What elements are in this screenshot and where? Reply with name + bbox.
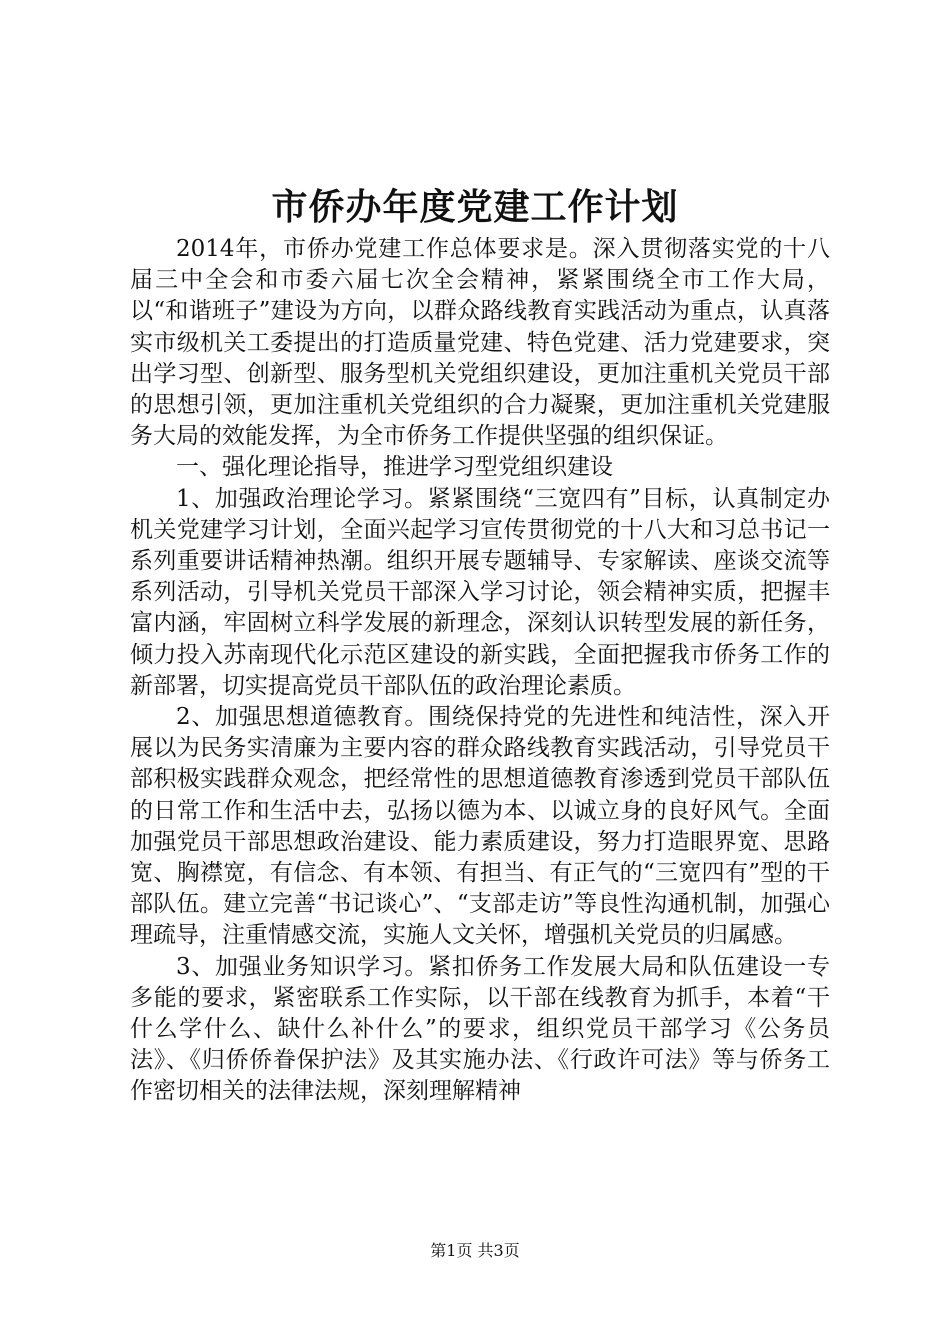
paragraph-item-3: 3、加强业务知识学习。紧扣侨务工作发展大局和队伍建设一专多能的要求，紧密联系工作实际，以干部在线教育为抓手，本着“干什么学什么、缺什么补什么”的要求，组织党员干部学习《公务员法》、《归侨侨眷保护法》及其实施办法、《行政许可法》等与侨务工作密切相关的法律法规，深刻理解精神 xyxy=(130,953,830,1105)
paragraph-item-1: 1、加强政治理论学习。紧紧围绕“三宽四有”目标，认真制定办机关党建学习计划，全面兴起学习宣传贯彻党的十八大和习总书记一系列重要讲话精神热潮。组织开展专题辅导、专家解读、座谈交流等系列活动，引导机关党员干部深入学习讨论，领会精神实质，把握丰富内涵，牢固树立科学发展的新理念，深刻认识转型发展的新任务，倾力投入苏南现代化示范区建设的新实践，全面把握我市侨务工作的新部署，切实提高党员干部队伍的政治理论素质。 xyxy=(130,485,830,699)
document-title: 市侨办年度党建工作计划 xyxy=(271,186,679,228)
paragraph-item-2: 2、加强思想道德教育。围绕保持党的先进性和纯洁性，深入开展以为民务实清廉为主要内容的群众路线教育实践活动，引导党员干部积极实践群众观念，把经常性的思想道德教育渗透到党员干部队伍的日常工作和生活中去，弘扬以德为本、以诚立身的良好风气。全面加强党员干部思想政治建设、能力素质建设，努力打造眼界宽、思路宽、胸襟宽，有信念、有本领、有担当、有正气的“三宽四有”型的干部队伍。建立完善“书记谈心”、“支部走访”等良性沟通机制，加强心理疏导，注重情感交流，实施人文关怀，增强机关党员的归属感。 xyxy=(130,704,830,949)
section-heading-1: 一、强化理论指导，推进学习型党组织建设 xyxy=(176,454,613,481)
page-footer: 第1页 共3页 xyxy=(430,1241,520,1260)
paragraph-intro: 2014年，市侨办党建工作总体要求是。深入贯彻落实党的十八届三中全会和市委六届七次全会精神，紧紧围绕全市工作大局，以“和谐班子”建设为方向，以群众路线教育实践活动为重点，认真落实市级机关工委提出的打造质量党建、特色党建、活力党建要求，突出学习型、创新型、服务型机关党组织建设，更加注重机关党员干部的思想引领，更加注重机关党组织的合力凝聚，更加注重机关党建服务大局的效能发挥，为全市侨务工作提供坚强的组织保证。 xyxy=(130,236,830,450)
document-body xyxy=(130,234,830,1108)
